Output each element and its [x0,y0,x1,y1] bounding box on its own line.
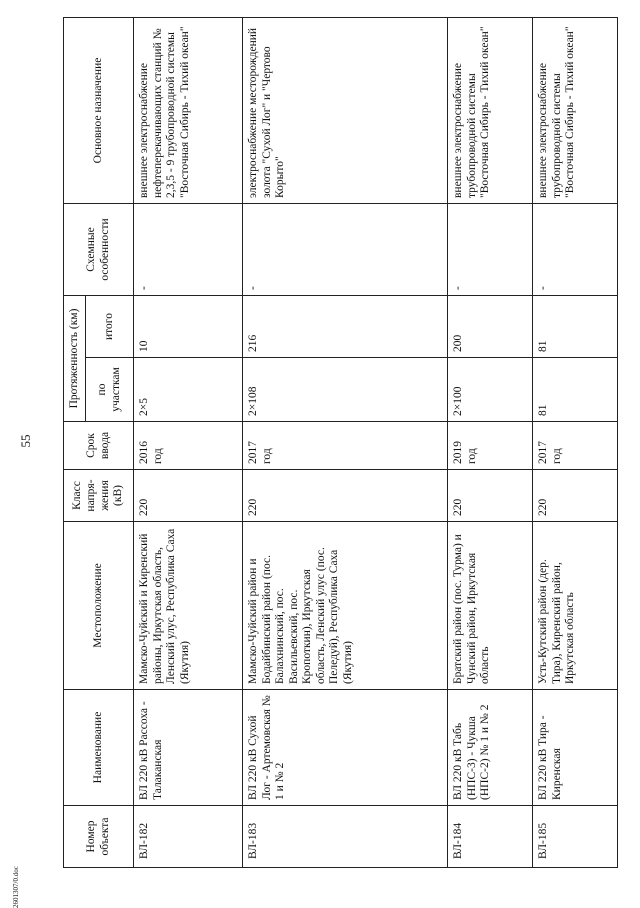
table-row [533,18,618,868]
cell-number: ВЛ-185 [533,806,618,868]
cell-number: ВЛ-183 [242,806,447,868]
cell-by-section: 2×100 [448,358,533,422]
cell-purpose: электроснабжение месторождений золота "Сухой Лог" и "Чертово Корыто" [242,18,447,204]
cell-total: 10 [134,296,243,358]
header-by-section: по участкам [86,358,134,422]
cell-number: ВЛ-184 [448,806,533,868]
cell-commission: 2017 год [533,422,618,470]
cell-by-section: 81 [533,358,618,422]
power-lines-table [63,17,618,868]
page-number: 55 [18,434,33,448]
cell-purpose: внешнее электроснабжение трубопроводной системы "Восточная Сибирь - Тихий океан" [533,18,618,204]
header-name: Наименование [64,690,134,806]
table-row [134,18,243,868]
cell-voltage: 220 [448,470,533,522]
cell-total: 81 [533,296,618,358]
cell-scheme: - [448,204,533,296]
cell-name: ВЛ 220 кВ Тира - Киренская [533,690,618,806]
header-commission: Срок ввода [64,422,134,470]
cell-commission: 2019 год [448,422,533,470]
cell-scheme: - [134,204,243,296]
footer [12,860,38,908]
cell-name: ВЛ 220 кВ Рассоха - Талаканская [134,690,243,806]
cell-scheme: - [533,204,618,296]
cell-by-section: 2×108 [242,358,447,422]
document-table-rotated [63,18,618,868]
cell-commission: 2016 год [134,422,243,470]
cell-scheme: - [242,204,447,296]
cell-voltage: 220 [242,470,447,522]
table-row [242,18,447,868]
cell-commission: 2017 год [242,422,447,470]
cell-by-section: 2×5 [134,358,243,422]
cell-voltage: 220 [134,470,243,522]
header-purpose: Основное назначение [64,18,134,204]
header-total: итого [86,296,134,358]
header-number: Номер объекта [64,806,134,868]
cell-location: Мамско-Чуйский район и Бодайбинский район (пос. Балахнинский, пос. Васильевский, пос. Кропоткин), Иркутская область, Ленский улус (пос. Пеледуй), Республика Саха (Якутия) [242,522,447,690]
cell-total: 216 [242,296,447,358]
cell-location: Мамско-Чуйский и Киренский районы, Иркутская область, Ленский улус, Республика Саха (Якутия) [134,522,243,690]
header-scheme: Схемные особенности [64,204,134,296]
footer-code: 2601307/0.doc [12,866,20,908]
header-location: Местоположение [64,522,134,690]
cell-name: ВЛ 220 кВ Сухой Лог - Артемовская № 1 и № 2 [242,690,447,806]
cell-purpose: внешнее электроснабжение трубопроводной системы "Восточная Сибирь - Тихий океан" [448,18,533,204]
header-length-group: Протяженность (км) [64,296,86,422]
header-voltage: Класс напря-жения (кВ) [64,470,134,522]
table-row [448,18,533,868]
cell-purpose: внешнее электроснабжение нефтеперекачивающих станций № 2,3,5 - 9 трубопроводной системы "Восточная Сибирь - Тихий океан" [134,18,243,204]
cell-number: ВЛ-182 [134,806,243,868]
cell-name: ВЛ 220 кВ Табь (НПС-3) - Чукша (НПС-2) № 1 и № 2 [448,690,533,806]
cell-voltage: 220 [533,470,618,522]
cell-location: Братский район (пос. Турма) и Чунский район, Иркутская область [448,522,533,690]
cell-total: 200 [448,296,533,358]
cell-location: Усть-Кутский район (дер. Тира), Киренский район, Иркутская область [533,522,618,690]
